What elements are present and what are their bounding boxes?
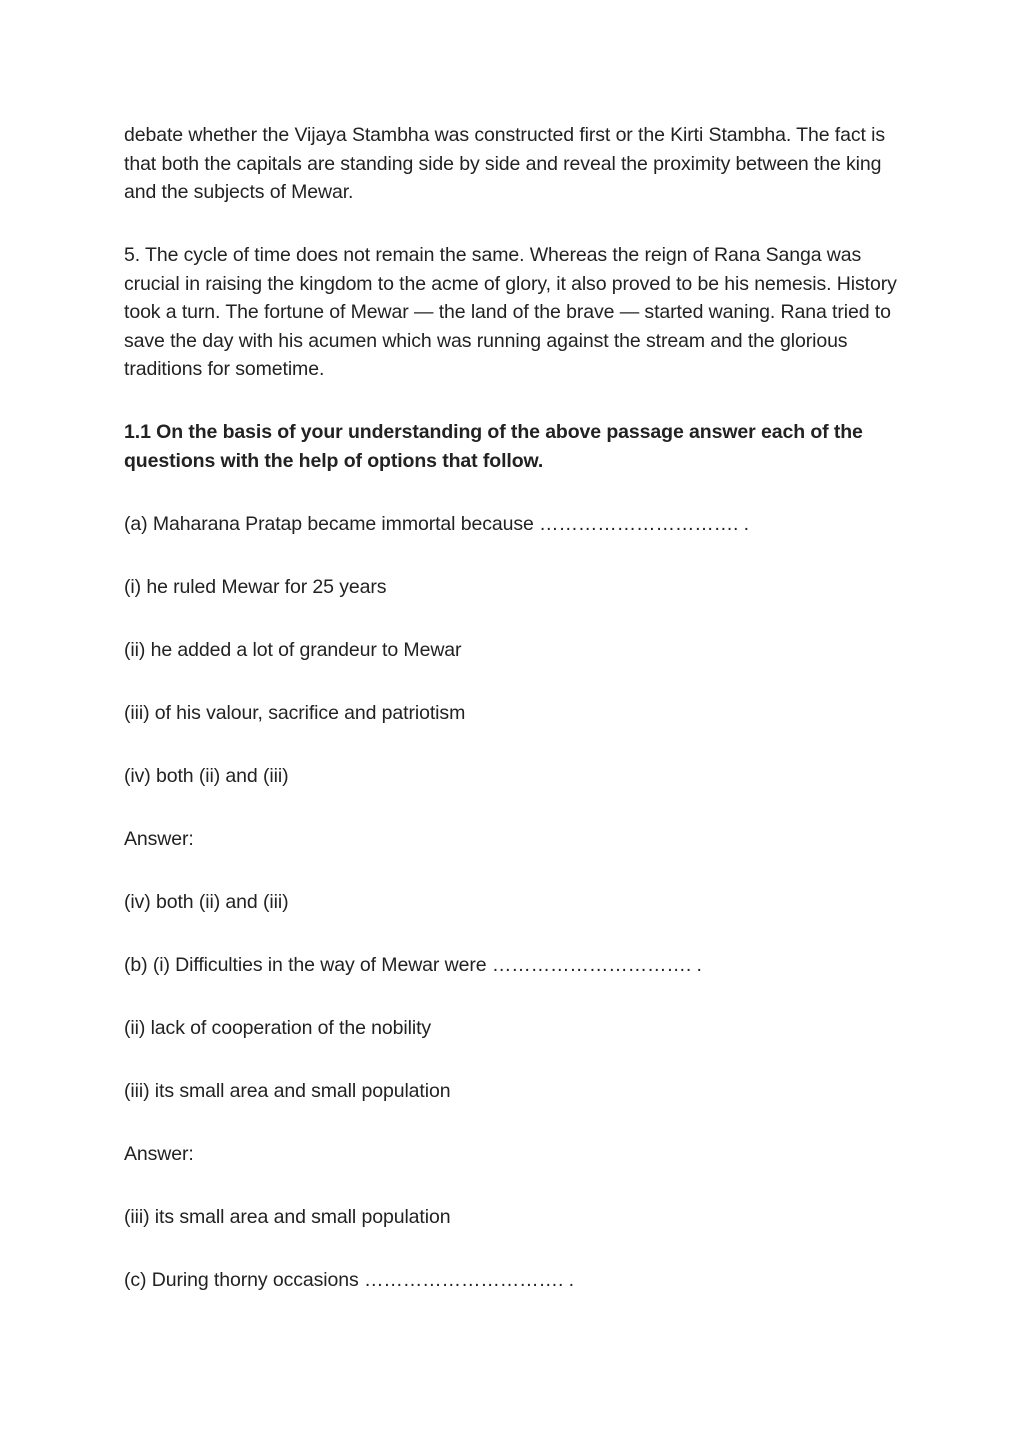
question-option: (ii) lack of cooperation of the nobility — [124, 1016, 432, 1039]
question-option: (ii) he added a lot of grandeur to Mewar — [124, 638, 462, 661]
answer-label: Answer: — [124, 1142, 194, 1165]
question-option: (iii) its small area and small population — [124, 1079, 451, 1102]
question-prompt: (c) During thorny occasions …………………………. . — [124, 1268, 574, 1291]
passage-paragraph: 5. The cycle of time does not remain the same. Whereas the reign of Rana Sanga was crucial in raising the kingdom to the acme of glory, it also proved to be his nemesis. History took a turn. The fortune of Mewar — the land of the brave — started waning. Rana tried to save the day with his acumen which was running against the stream and the glorious traditions for sometime. — [124, 244, 897, 380]
question-prompt: (b) (i) Difficulties in the way of Mewar were …………………………. . — [124, 953, 702, 976]
question-prompt: (a) Maharana Pratap became immortal because …………………………. . — [124, 512, 750, 535]
question-option: (iii) of his valour, sacrifice and patriotism — [124, 701, 466, 724]
passage-paragraph: debate whether the Vijaya Stambha was constructed first or the Kirti Stambha. The fact is that both the capitals are standing side by side and reveal the proximity between the king and the subjects of Mewar. — [124, 124, 886, 203]
question-option: (iv) both (ii) and (iii) — [124, 764, 289, 787]
answer-label: Answer: — [124, 827, 194, 850]
document-page — [124, 121, 904, 1329]
question-option: (i) he ruled Mewar for 25 years — [124, 575, 387, 598]
answer-text: (iii) its small area and small population — [124, 1205, 451, 1228]
section-heading: 1.1 On the basis of your understanding of the above passage answer each of the questions with the help of options that follow. — [124, 421, 863, 472]
answer-text: (iv) both (ii) and (iii) — [124, 890, 289, 913]
